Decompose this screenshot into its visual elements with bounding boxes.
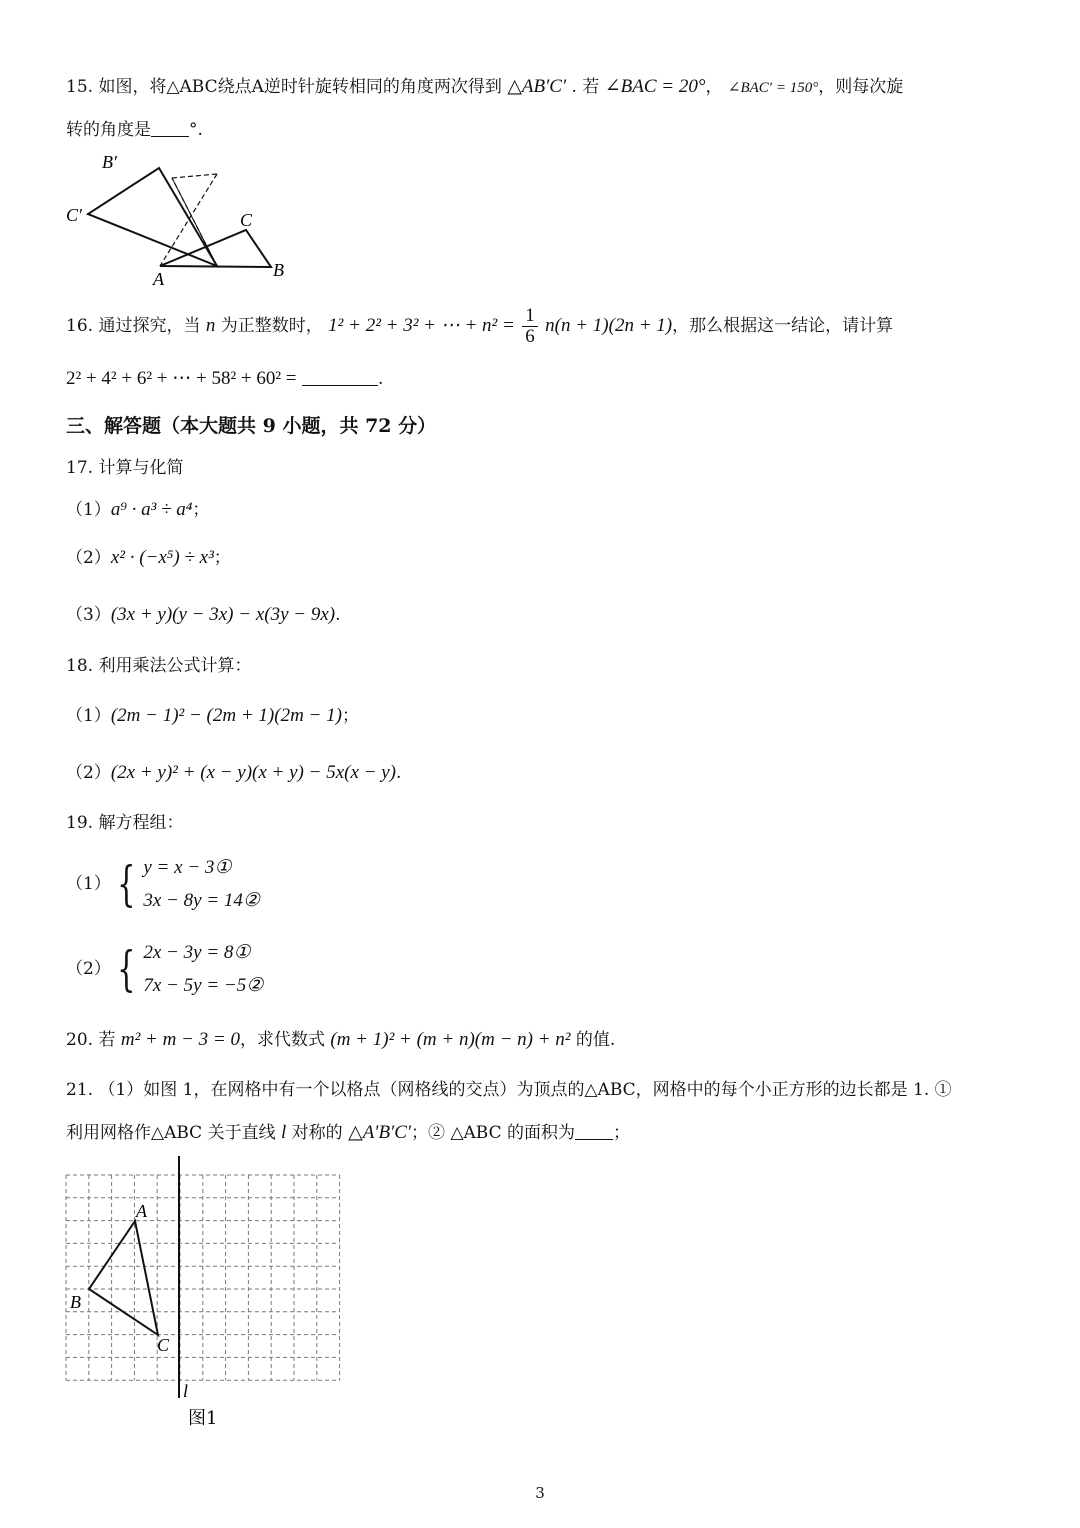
q17-part-3 (66, 602, 341, 628)
q21-figure-caption: 图1 (188, 1408, 218, 1429)
q15-line2 (66, 117, 203, 143)
q15-mid: . 若 (571, 77, 600, 97)
q18-p1-end: ； (341, 706, 359, 726)
q15-num: 15. (66, 77, 94, 97)
q16-compute-expr: 2² + 4² + 6² + ⋯ + 58² + 60² = (66, 368, 297, 389)
q15-label-b: B (273, 260, 284, 280)
q19-p2-brace: { (116, 941, 136, 997)
q20-stem-a: 若 (98, 1030, 116, 1050)
q16-end: . (377, 369, 384, 389)
q19-p2-system (143, 936, 263, 1002)
q19-part-2 (66, 936, 263, 1002)
q15-stem-a: 如图，将△ABC绕点A逆时针旋转相同的角度两次得到 (98, 77, 502, 97)
q21-var-l: l (280, 1122, 287, 1143)
q16-frac-den: 6 (525, 326, 535, 347)
q17-p2-label: （2） (66, 548, 111, 568)
q17-p1-expr: a⁹ · a³ ÷ a⁴ (110, 499, 193, 520)
q15-triangle: △AB′C′ (507, 76, 567, 97)
q21-line2-a: 利用网格作△ABC 关于直线 (66, 1123, 276, 1143)
q16-formula-right: n(n + 1)(2n + 1) (545, 315, 673, 336)
q17-p1-end: ； (192, 500, 210, 520)
q21-grid-lines (66, 1175, 340, 1380)
q16-answer-blank[interactable] (302, 367, 378, 386)
q20-expression: (m + 1)² + (m + n)(m − n) + n² (330, 1029, 571, 1050)
q20-line (66, 1027, 615, 1053)
q16-fraction (522, 306, 538, 347)
q21-answer-blank[interactable] (575, 1121, 613, 1140)
q20-condition: m² + m − 3 = 0 (120, 1029, 240, 1050)
q17-p3-expr: (3x + y)(y − 3x) − x(3y − 9x) (110, 604, 336, 625)
q17-p3-end: . (335, 605, 341, 625)
q21-triangle: △A′B′C′ (348, 1122, 412, 1143)
q20-num: 20. (66, 1030, 94, 1050)
q19-p2-eq1: 2x − 3y = 8① (143, 942, 251, 963)
q15-separator: ， (705, 77, 723, 97)
q20-stem-b: ，求代数式 (239, 1030, 325, 1050)
q17-p3-label: （3） (66, 605, 111, 625)
q15-condition-2: ∠BAC′ = 150° (727, 80, 819, 96)
q19-p1-brace: { (116, 856, 136, 912)
q21-line2-c: ；② △ABC 的面积为 (411, 1123, 576, 1143)
q21-line2-d: ； (613, 1123, 631, 1143)
q15-line2-text: 转的角度是 (66, 120, 151, 140)
q15-label-c: C (240, 210, 253, 230)
q16-frac-num: 1 (522, 306, 538, 327)
q18-p2-end: . (395, 763, 402, 783)
q19-part-1 (66, 851, 260, 917)
q19-p2-label: （2） (66, 959, 111, 979)
q19-p1-label: （1） (66, 874, 111, 894)
q18-p2-expr: (2x + y)² + (x − y)(x + y) − 5x(x − y) (110, 762, 396, 783)
q21-line2-b: 对称的 (291, 1123, 343, 1143)
q21-label-c: C (157, 1335, 170, 1355)
q16-stem-a: 通过探究，当 (98, 316, 201, 336)
q15-stem-b: ，则每次旋 (818, 77, 904, 97)
q17-part-1 (66, 497, 209, 523)
q15-line1 (66, 74, 903, 101)
q18-part-1 (66, 703, 359, 729)
page-number: 3 (535, 1484, 545, 1502)
q18-title: 18. 利用乘法公式计算： (66, 656, 252, 676)
q18-part-2 (66, 760, 401, 786)
q16-line2 (66, 366, 383, 392)
q21-line2 (66, 1120, 630, 1146)
q18-p1-expr: (2m − 1)² − (2m + 1)(2m − 1) (110, 705, 342, 726)
q19-title: 19. 解方程组： (66, 813, 184, 833)
q17-part-2 (66, 545, 231, 571)
q15-label-b-prime: B′ (102, 152, 117, 172)
q17-title: 17. 计算与化简 (66, 458, 184, 478)
q17-p1-label: （1） (66, 500, 111, 520)
q16-line1 (66, 306, 893, 347)
q15-dashed-side-2 (172, 174, 217, 178)
q15-answer-blank[interactable] (151, 118, 189, 137)
q16-stem-b: 为正整数时， (220, 316, 323, 336)
q16-num: 16. (66, 316, 94, 336)
q21-triangle-abc (89, 1221, 158, 1335)
q21-label-b: B (70, 1292, 81, 1312)
q16-stem-c: ，那么根据这一结论，请计算 (672, 316, 894, 336)
section-3-title: 三、解答题（本大题共 9 小题，共 72 分） (66, 415, 437, 437)
q21-line1: 21. （1）如图 1，在网格中有一个以格点（网格线的交点）为顶点的△ABC，网格中的每个小正方形的边长都是 1. ① (66, 1080, 952, 1100)
q16-formula-left: 1² + 2² + 3² + ⋯ + n² = (328, 315, 515, 336)
q15-rotation-figure (60, 148, 300, 290)
q21-grid-figure (58, 1150, 358, 1490)
q19-p1-eq1: y = x − 3① (143, 857, 232, 878)
q21-label-a: A (136, 1201, 147, 1221)
q15-label-a: A (153, 269, 164, 289)
q15-line2-end: °. (189, 120, 203, 140)
q15-triangle-abc (160, 230, 271, 267)
q19-p1-system (143, 851, 260, 917)
q17-p2-end: ； (213, 548, 231, 568)
q15-condition-1: ∠BAC = 20° (604, 76, 706, 97)
q19-p1-eq2: 3x − 8y = 14② (143, 890, 260, 911)
q18-p2-label: （2） (66, 763, 111, 783)
q20-stem-c: 的值. (575, 1030, 616, 1050)
q19-p2-eq2: 7x − 5y = −5② (143, 975, 264, 996)
q15-label-c-prime: C′ (66, 205, 82, 225)
q17-p2-expr: x² · (−x⁵) ÷ x³ (110, 547, 214, 568)
q16-var-n: n (205, 315, 216, 336)
q18-p1-label: （1） (66, 706, 111, 726)
q21-label-l: l (183, 1381, 189, 1401)
